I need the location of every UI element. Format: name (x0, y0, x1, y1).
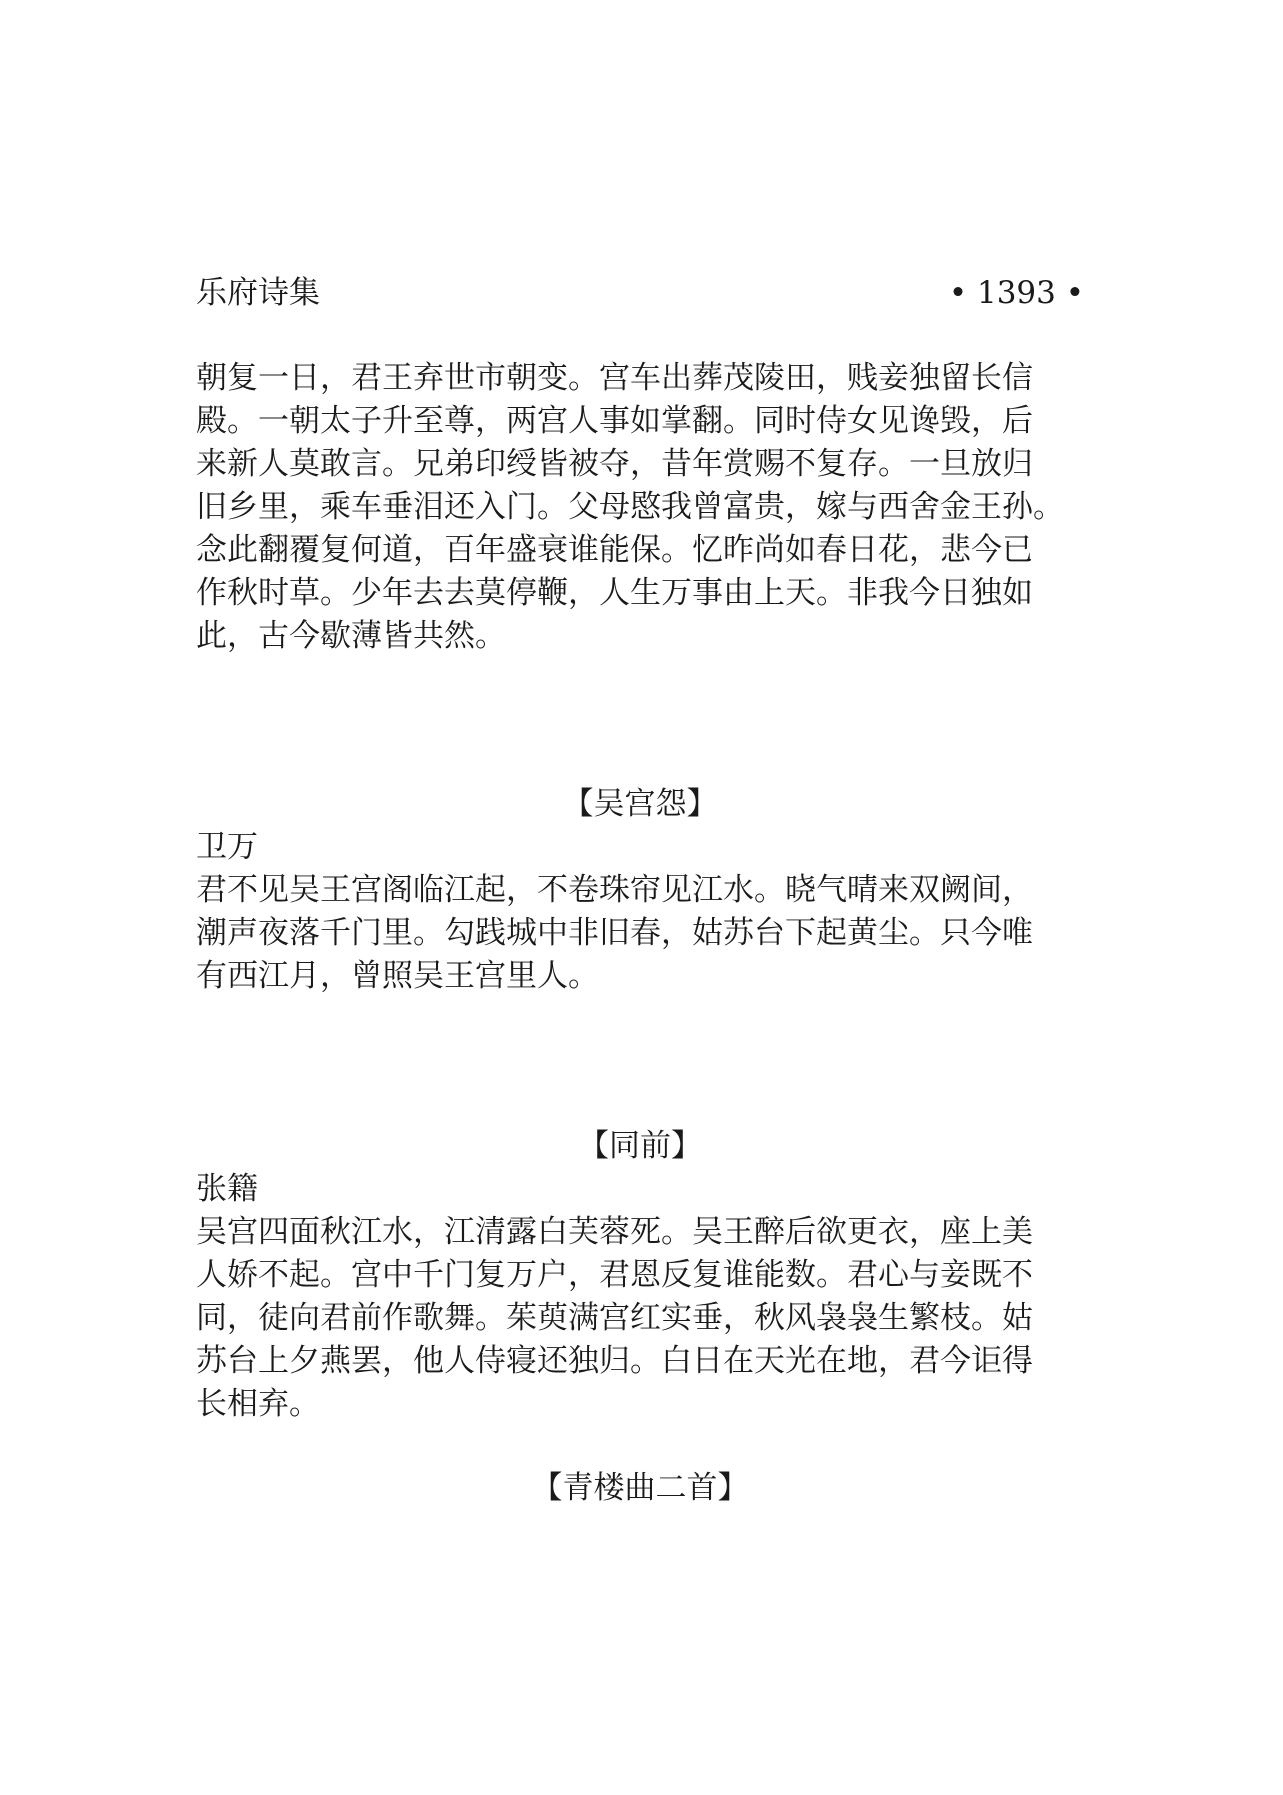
text-line: 来新人莫敢言。兄弟印绶皆被夺，昔年赏赐不复存。一旦放归 (196, 446, 1033, 482)
text-line: 念此翻覆复何道，百年盛衰谁能保。忆昨尚如春日花，悲今已 (196, 532, 1033, 568)
text-line: 吴宫四面秋江水，江清露白芙蓉死。吴王醉后欲更衣，座上美 (196, 1214, 1033, 1250)
text-line: 旧乡里，乘车垂泪还入门。父母愍我曾富贵，嫁与西舍金王孙。 (196, 489, 1064, 525)
poem-title: 【同前】 (578, 1128, 702, 1164)
text-line: 朝复一日，君王弃世市朝变。宫车出葬茂陵田，贱妾独留长信 (196, 360, 1033, 396)
poem-body (196, 1211, 1096, 1426)
poem-title: 【吴宫怨】 (562, 786, 718, 822)
text-line: 有西江月，曾照吴王宫里人。 (196, 958, 599, 994)
text-line: 苏台上夕燕罢，他人侍寝还独归。白日在天光在地，君今讵得 (196, 1343, 1033, 1379)
poem-author: 张籍 (196, 1171, 258, 1207)
poem-body (196, 869, 1096, 998)
text-line: 殿。一朝太子升至尊，两宫人事如掌翻。同时侍女见谗毁，后 (196, 403, 1033, 439)
text-line: 人娇不起。宫中千门复万户，君恩反复谁能数。君心与妾既不 (196, 1257, 1033, 1293)
text-line: 此，古今歇薄皆共然。 (196, 618, 506, 654)
text-line: 君不见吴王宫阁临江起，不卷珠帘见江水。晓气晴来双阙间， (196, 872, 1033, 908)
page-number: • 1393 • (948, 275, 1084, 311)
book-title: 乐府诗集 (196, 275, 320, 311)
continuation-text (196, 357, 1096, 658)
poem-title: 【青楼曲二首】 (531, 1470, 749, 1506)
text-line: 同，徒向君前作歌舞。茱萸满宫红实垂，秋风袅袅生繁枝。姑 (196, 1300, 1033, 1336)
running-head (196, 272, 1084, 314)
text-line: 潮声夜落千门里。勾践城中非旧春，姑苏台下起黄尘。只今唯 (196, 915, 1033, 951)
text-line: 长相弃。 (196, 1386, 320, 1422)
poem-author: 卫万 (196, 829, 258, 865)
text-line: 作秋时草。少年去去莫停鞭，人生万事由上天。非我今日独如 (196, 575, 1033, 611)
